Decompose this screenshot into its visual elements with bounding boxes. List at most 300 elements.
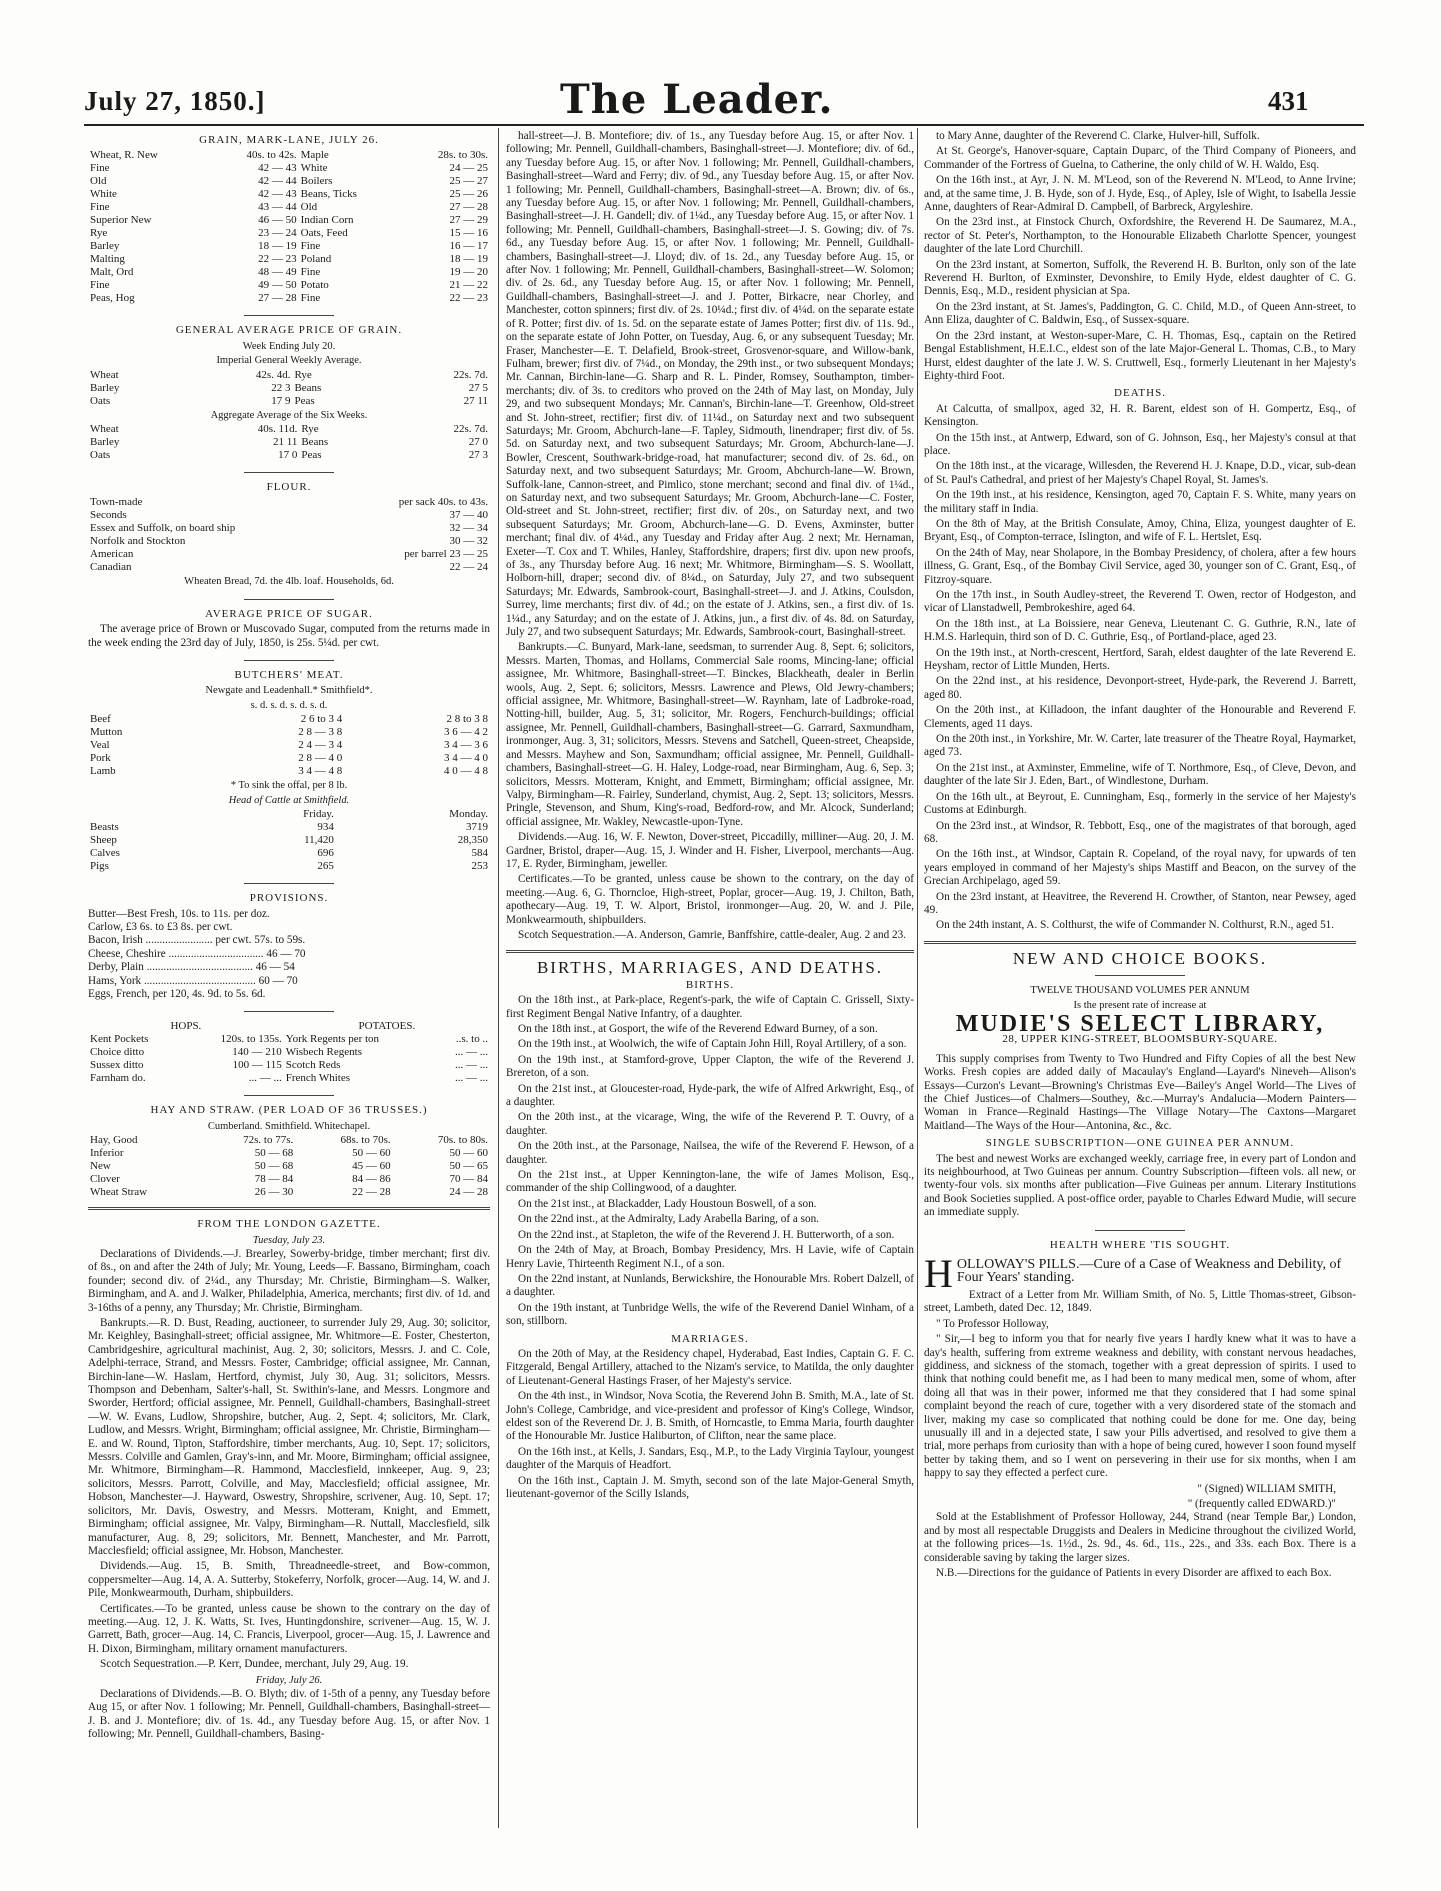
table-cell: 37 — 40 [449, 509, 488, 522]
death-notice: On the 20th inst., in Yorkshire, Mr. W. Carter, late treasurer of the Theatre Royal, Haymarket, aged 73. [924, 733, 1356, 759]
table-cell: 42 — 43 [258, 162, 297, 175]
gazette-paragraph: hall-street—J. B. Montefiore; div. of 1s., any Tuesday before Aug. 15, or after Nov. 1 following; Mr. Pennell, Guildhall-chambers, Basinghall-street—J. Montefiore; div. of 6d., any Tuesday before Aug. 15, or after Nov. 1 following; Mr. Pennell, Guildhall-chambers, Basinghall-street—Ward and Ferry; div. of 9d., any Tuesday before Aug. 15, or after Nov. 1 following; Mr. Pennell, Guildhall-chambers, Basinghall-street—A. Brown; div. of 6s., any Tuesday before Aug. 15, or after Nov. 1 following; Mr. Pennell, Guildhall-chambers, Basinghall-street—J. H. Gandell; div. of 1¼d., any Tuesday before Aug. 15, or after Nov. 1 following; Mr. Pennell, Guildhall-chambers, Basinghall-street—J. S. Gowing; div. of 7s. 6d., any Tuesday before Aug. 15, or after Nov. 1 following; Mr. Pennell, Guildhall-chambers, Basinghall-street—J. Lloyd; div. of 1s. 2d., any Tuesday before Aug. 15, or after Nov. 1 following; Mr. Pennell, Guildhall-chambers, Basinghall-street—W. Solomon; div. of 2s. 6d., any Tuesday before Aug. 15, or after Nov. 1 following; Mr. Pennell, Guildhall-chambers, Basinghall-street—J. and J. Potter, Birkacre, near Chorley, and Manchester, cotton spinners; first div. of 2s. 10¼d.; first div. of 4¼d. on the separate estate of R. Potter; first div. of 1s. 5d. on the separate estate of James Potter; first div. of 11s. 9d., on the separate estate of John Potter, on Tuesday, Aug. 6, or any subsequent Tuesday; Mr. Fraser, Manchester—E. T. Delafield, Brook-street, Grosvenor-square, and Willow-bank, Fulham, brewer; first div. of 7¼d., on Monday, the 29th inst., or two subsequent Mondays; Mr. Cannan, Birchin-lane—G. Sharp and R. L. Pinder, Romsey, Southampton, timber-merchants; div. of 3s. to creditors who proved on the 24th of May last, on Monday, July 29, and two subsequent Mondays; Mr. Cannan's, Birchin-lane—T. Greenhow, Old-street and St. John-street, rectifier; first div. of 11¼d., on Saturday next and two subsequent Saturdays; Mr. Groom, Abchurch-lane—F. Tapley, Sidmouth, linendraper; first div. of 5s. 5d. on Saturday next, and two subsequent Saturdays; Mr. Groom, Abchurch-lane—J. Bowler, Crescent, Southwark-bridge-road, hat manufacturer; second div. of 2s. 6d., on Saturday next, and two subsequent Saturdays; Mr. Groom, Abchurch-lane—W. Brown, Suffolk-lane, Cannon-street, and Pimlico, stone merchant; second and final div. of 1¼d., on Saturday next, and two subsequent Saturdays; Mr. Groom, Abchurch-lane—C. Foster, Old-street and St. John-street, rectifier; first div. of 20s., on Saturday next, and two subsequent Saturdays; Mr. Groom, Abchurch-lane—G. D. Evens, Axminster, butter merchant; final div. of 4¼d., any Tuesday and Friday after Aug. 2 next; Mr. Hernaman, Exeter—T. Cox and T. Whiles, Hanley, Staffordshire, drapers; first div. upon new proofs, of 3s., any Thursday before Aug. 16 next; Mr. Whitmore, Birmingham—S. S. Woollatt, Holborn-hill, draper; second div. of 8¼d., on Saturday, July 27, and two subsequent Saturdays; Mr. Edwards, Sambrook-court, Basinghall-street—J. and J. Atkins, Coulsdon, Surrey, lime merchants; first div. of 4d.; on the estate of J. Atkins, sen., a first div. of 1s. 1¼d., any Saturday; and on the estate of J. Atkins, jun., a first div. of 4s. 8d. on Saturday, July 27, and two subsequent Saturdays; Mr. Edwards, Sambrook-court, Basinghall-street. [506, 130, 914, 639]
table-cell: French Whites [285, 1072, 351, 1085]
table-cell: 24 — 28 [449, 1186, 488, 1199]
section-rule [88, 1207, 490, 1210]
provision-line: Hams, York ........................................ 60 — 70 [88, 974, 298, 987]
table-row [88, 382, 490, 395]
table-cell: Seconds [90, 509, 127, 522]
sugar-title: AVERAGE PRICE OF SUGAR. [205, 607, 373, 620]
masthead-title: The Leader. [560, 76, 834, 123]
table-row [88, 253, 490, 266]
deaths-title: DEATHS. [1114, 387, 1166, 400]
table-cell: Rye [301, 423, 319, 436]
marriage-notice: On the 23rd instant, at St. James's, Paddington, G. C. Child, M.D., of Queen Ann-street, to Ann Eliza, daughter of C. Baldwin, Esq., of Sussex-square. [924, 300, 1356, 327]
page-number: 431 [1268, 86, 1309, 116]
table-cell: Barley [90, 381, 120, 394]
section-rule [244, 1095, 334, 1096]
books-title: NEW AND CHOICE BOOKS. [1012, 948, 1268, 968]
table-cell: 84 — 86 [352, 1173, 391, 1186]
general-average-title: GENERAL AVERAGE PRICE OF GRAIN. [175, 324, 403, 337]
column-divider [917, 128, 918, 1828]
table-cell: 18 — 19 [258, 240, 297, 253]
table-cell: Barley [90, 240, 120, 253]
table-row [88, 834, 490, 847]
section-rule [244, 599, 334, 600]
mudie-subscription-text: The best and newest Works are exchanged weekly, carriage free, in every part of London and its neighbourhood, at Two Guineas per annum. Country Subscription—fifteen vols. all new, or twenty-four vols. six months after publication—Five Guineas per annum. Literary Institutions and Book Societies supplied. A post-office order, payable to Charles Edward Mudie, will secure an immediate supply. [924, 1152, 1356, 1219]
table-cell: 140 — 210 [232, 1046, 282, 1059]
table-cell: 23 — 24 [258, 227, 297, 240]
table-row [88, 1134, 490, 1147]
table-cell: 17 0 [278, 449, 298, 462]
table-row [88, 1186, 490, 1199]
table-row [88, 162, 490, 175]
table-cell: 19 — 20 [449, 266, 488, 279]
table-cell: 27 11 [463, 394, 488, 407]
table-row [88, 1046, 490, 1059]
holloway-signature: " (Signed) WILLIAM SMITH, [1197, 1482, 1336, 1495]
table-cell: 42 — 44 [258, 175, 297, 188]
marriage-notice: On the 4th inst., in Windsor, Nova Scotia, the Reverend John B. Smith, M.A., late of St. John's College, Cambridge, and vice-president and professor of King's College, Windsor, eldest son of the Reverend Dr. J. B. Smith, of Horncastle, to Emma Maria, fourth daughter of the Honourable Mr. Justice Haliburton, of Clifton, near the same place. [506, 1390, 914, 1443]
table-row [88, 1020, 490, 1033]
table-cell: ... — ... [455, 1072, 488, 1085]
table-cell: Town-made [90, 496, 143, 509]
health-title: HEALTH WHERE 'TIS SOUGHT. [1049, 1238, 1231, 1251]
gazette-paragraph: Declarations of Dividends.—J. Brearley, Sowerby-bridge, timber merchant; first div. of 8s., on and after the 24th of July; Mr. Young, Leeds—F. Bassano, Birmingham, coach founder; second div. of 2¼d., any Thursday; Mr. Christie, Birmingham—S. Walker, Birmingham, and A. and J. Walker, Philadelphia, America, merchants; first div. of 1d. and 3-16ths of a penny, any Thursday; Mr. Christie, Birmingham. [88, 1247, 490, 1314]
table-cell: 120s. to 135s. [220, 1033, 282, 1046]
gazette-paragraph: Scotch Sequestration.—A. Anderson, Gamrie, Banffshire, cattle-dealer, Aug. 2 and 23. [518, 928, 907, 941]
death-notice: On the 24th of May, near Sholapore, in the Bombay Presidency, of cholera, after a few hours illness, G. Grant, Esq., of the Bombay Civil Service, aged 30, younger son of C. Grant, Esq., of Fitzroy-square. [924, 546, 1356, 586]
table-cell: 27 — 28 [449, 201, 488, 214]
table-cell: York Regents per ton [285, 1033, 380, 1046]
gazette-paragraph: Bankrupts.—R. D. Bust, Reading, auctioneer, to surrender July 29, Aug. 30; solicitor, Mr. Keighley, Basinghall-street; official assignee, Mr. Whitmore—E. Foster, Chesterton, Cambridgeshire, agricultural machinist, Aug. 2, 30; solicitors, Messrs. J. and C. Cole, Adelphi-terrace, Strand, and Messrs. Foster, Cambridge; official assignee, Mr. Cannan, Birchin-lane—W. Haslam, Hertford, chymist, July 30, Aug. 31; solicitors, Messrs. Thompson and Debenham, Salter's-hall, St. Swithin's-lane, and Messrs. Longmore and Sworder, Hertford; official assignee, Mr. Pennell, Guildhall-chambers, Basinghall-street—W. W. Evans, Ludlow, Shropshire, butcher, Aug. 2, Sept. 4; solicitors, Mr. Clark, Ludlow, and Messrs. Wright, Birmingham; official assignee, Mr. Christie, Birmingham—E. and W. Round, Tipton, Staffordshire, timber merchants, Aug. 10, Sept. 17; solicitors, Messrs. Colville and Gamlen, Gray's-inn, and Mr. Moore, Birmingham; official assignee, Mr. Whitmore, Birmingham—R. Hammond, Macclesfield, innkeeper, Aug. 9, 23; solicitors, Messrs. Parrott, Colville, and May, Macclesfield; official assignee, Mr. Hobson, Manchester—J. Hayward, Oswestry, Shropshire, scrivener, Aug. 10, Sept. 17; solicitors, Mr. Davis, Oswestry, and Messrs. Motteram, Knight, and Emmett, Birmingham; official assignee, Mr. Valpy, Birmingham—R. Nuttall, Macclesfield, silk manufacturer, Aug. 8, 29; solicitors, Mr. Bennett, Manchester, and Mr. Parrott, Macclesfield; official assignee, Mr. Hobson, Manchester. [88, 1317, 490, 1557]
mudie-text: This supply comprises from Twenty to Two Hundred and Fifty Copies of all the best New Works. Fresh copies are added daily of Macaulay's England—Layard's Nineveh—Alison's Essays—Curzon's Levant—Browning's Christmas Eve—Bailey's Angel World—The Lives of the Chief Justices—of Chalmers—Southey, &c.—Murray's Andalucia—Modern Painters—Woman in France—Reginald Hastings—The Village Notary—The Caxtons—Margaret Maitland—The Ways of the Hour—Antonina, &c., &c. [924, 1052, 1356, 1132]
section-rule [244, 315, 334, 316]
table-cell: Mutton [90, 726, 123, 739]
marriage-notice: On the 20th of May, at the Residency chapel, Hyderabad, East Indies, Captain G. F. C. Fitzgerald, Bengal Artillery, attached to the Nizam's service, to Matilda, the only daughter of Lieutenant-General Hastings Fraser, of her Majesty's service. [506, 1347, 914, 1387]
table-cell: 3 6 — 4 2 [444, 726, 488, 739]
table-row [88, 509, 490, 522]
marriage-notice: On the 16th inst., at Ayr, J. N. M. M'Leod, son of the Reverend N. M'Leod, to Anne Irvine; and, at the same time, J. B. Hyde, son of J. Hyde, Esq., of Apley, Isle of Wight, to Isabella Jessie Anne, daughters of Rear-Admiral D. Campbell, of Barbreck, Argyleshire. [924, 174, 1356, 214]
table-cell: Lamb [90, 765, 116, 778]
table-cell: American [90, 548, 134, 561]
table-row [88, 1072, 490, 1085]
aggregate-average: Aggregate Average of the Six Weeks. [210, 409, 368, 421]
column-divider [498, 128, 499, 1828]
table-row [88, 1147, 490, 1160]
table-cell: 49 — 50 [258, 279, 297, 292]
mudie-pre2: Is the present rate of increase at [1073, 999, 1207, 1011]
week-ending: Week Ending July 20. [242, 340, 336, 352]
table-cell: Old [90, 175, 107, 188]
table-row [88, 449, 490, 462]
potatoes-title: POTATOES. [358, 1020, 416, 1033]
table-cell: Poland [300, 253, 332, 266]
table-row [88, 395, 490, 408]
table-cell: 78 — 84 [254, 1173, 294, 1186]
death-notice: On the 8th of May, at the British Consulate, Amoy, China, Eliza, youngest daughter of E. Bryant, Esq., of Compton-terrace, Islington, and wife of F. L. Hertslet, Esq. [924, 517, 1356, 544]
gazette-date-friday: Friday, July 26. [255, 1674, 323, 1686]
table-cell: 45 — 60 [352, 1160, 391, 1173]
table-cell: 22s. 7d. [453, 368, 488, 381]
table-cell: 2 8 to 3 8 [446, 713, 488, 726]
table-row [88, 201, 490, 214]
table-cell: 27 0 [468, 436, 488, 449]
death-notice: On the 21st inst., at Axminster, Emmeline, wife of T. Northmore, Esq., of Cleve, Devon, and daughter of the late Sir J. Eden, Bart., of Windlestone, Durham. [924, 761, 1356, 788]
table-cell: 26 — 30 [254, 1186, 294, 1199]
death-notice: On the 17th inst., in South Audley-street, the Reverend T. Owen, rector of Hodgeston, and vicar of Llanstadwell, Pembrokeshire, aged 64. [924, 589, 1356, 615]
death-notice: On the 16th inst., at Windsor, Captain R. Copeland, of the royal navy, for upwards of ten years employed in command of her Majesty's ships Mastiff and Beacon, on the survey of the Grecian Archipelago, aged 59. [924, 848, 1356, 888]
table-cell: Beans, Ticks [300, 188, 357, 201]
table-cell: 30 — 32 [449, 535, 488, 548]
table-cell: 18 — 19 [449, 253, 488, 266]
hay-markets: Cumberland. Smithfield. Whitechapel. [207, 1120, 371, 1132]
gazette-paragraph: Dividends.—Aug. 15, B. Smith, Threadneedle-street, and Bow-common, coppersmelter—Aug. 14, A. A. Sutterby, Stokeferry, Norfolk, grocer—Aug. 14, W. and J. Pile, Monkwearmouth, Durham, shipbuilders. [88, 1560, 490, 1600]
table-cell: 27 — 28 [258, 292, 297, 305]
death-notice: At Calcutta, of smallpox, aged 32, H. R. Barent, eldest son of H. Gompertz, Esq., of Kensington. [924, 402, 1356, 429]
table-cell: 253 [471, 860, 488, 873]
table-cell: 28,350 [457, 834, 488, 847]
table-cell: 50 — 60 [449, 1147, 488, 1160]
table-row [88, 240, 490, 253]
table-cell: Fine [90, 201, 110, 214]
marriage-notice: At St. George's, Hanover-square, Captain Duparc, of the Third Company of Pioneers, and Commander of the Fortress of Guelna, to Catherine, the only child of W. H. Waldo, Esq. [924, 145, 1356, 171]
section-rule [506, 950, 914, 953]
table-cell: Oats [90, 449, 111, 462]
gazette-paragraph: Dividends.—Aug. 16, W. F. Newton, Dover-street, Piccadilly, milliner—Aug. 20, J. M. Gardner, Bristol, draper—Aug. 15, J. Winder and H. Fisher, Liverpool, merchants—Aug. 17, E. Ryder, Birmingham, jeweller. [506, 831, 914, 870]
holloway-heading [924, 1251, 1356, 1297]
table-row [88, 149, 490, 162]
section-rule [924, 941, 1356, 944]
marriage-notice: On the 16th inst., at Kells, J. Sandars, Esq., M.P., to the Lady Virginia Taylour, youngest daughter of the Marquis of Headfort. [506, 1445, 914, 1472]
table-row [88, 808, 490, 821]
table-cell: 32 — 34 [449, 522, 488, 535]
table-row [88, 266, 490, 279]
table-cell: 46 — 50 [258, 214, 297, 227]
table-cell: 28s. to 30s. [437, 149, 488, 162]
gazette-title: FROM THE LONDON GAZETTE. [197, 1218, 381, 1231]
birth-notice: On the 20th inst., at the Parsonage, Nailsea, the wife of the Reverend F. Hewson, of a daughter. [506, 1140, 914, 1166]
table-cell: Hay, Good [90, 1134, 138, 1147]
table-cell: 50 — 68 [254, 1147, 294, 1160]
table-cell: Wheat Straw [90, 1186, 148, 1199]
table-cell: 21 11 [272, 436, 298, 449]
bmd-title: BIRTHS, MARRIAGES, AND DEATHS. [536, 958, 884, 978]
mudie-address: 28, UPPER KING-STREET, BLOOMSBURY-SQUARE. [1002, 1033, 1278, 1046]
table-cell: Indian Corn [300, 214, 354, 227]
death-notice: On the 23rd inst., at Windsor, R. Tebbott, Esq., one of the magistrates of that borough, aged 68. [924, 819, 1356, 845]
cattle-title: Head of Cattle at Smithfield. [228, 794, 350, 806]
death-notice: On the 18th inst., at La Boissiere, near Geneva, Lieutenant C. G. Guthrie, R.N., late of H.M.S. Harlequin, third son of D. C. Guthrie, Esq., of Portland-place, aged 23. [924, 617, 1356, 644]
table-cell: 50 — 68 [254, 1160, 294, 1173]
table-row [88, 175, 490, 188]
death-notice: On the 15th inst., at Antwerp, Edward, son of G. Johnson, Esq., her Majesty's consul at that place. [924, 431, 1356, 457]
birth-notice: On the 22nd inst., at the Admiralty, Lady Arabella Baring, of a son. [518, 1213, 819, 1226]
table-row [88, 561, 490, 574]
gazette-paragraph: Bankrupts.—C. Bunyard, Mark-lane, seedsman, to surrender Aug. 8, Sept. 6; solicitors, Messrs. Marten, Thomas, and Hollams, Commercial Sale rooms, Mincing-lane; official assignee, Mr. Whitmore, Basinghall-street—T. Binckes, Blackheath, dealer in Berlin wools, Aug. 2, Sept. 6; solicitors, Messrs. Lawrence and Plews, Old Jewry-chambers; official assignee, Mr. Whitmore, Basinghall-street—W. Raynham, late of Ladbroke-road, Notting-hill, builder, Aug. 5, 31; solicitor, Mr. Rogers, Fenchurch-buildings; official assignee, Mr. Pennell, Guildhall-chambers, Basinghall-street—G. Garrard, Saxmundham, ironmonger, Aug. 3, 31; solicitors, Messrs. Stevens and Satchell, Queen-street, Cheapside, and Messrs. Mayhew and Son, Saxmundham; official assignee, Mr. Pennell, Guildhall-chambers, Basinghall-street—G. H. Haley, Lodge-road, near Birmingham, Aug. 6, Sep. 3; solicitors, Messrs. Motteram, Knight, and Emmett, Birmingham; official assignee, Mr. Valpy, Birmingham—R. Fairley, Sunderland, chymist, Aug. 2, Sept. 13; solicitors, Messrs. Pringle, Stevenson, and Shum, King's-road, Bedford-row, and Mr. Alcock, Sunderland; official assignee, Mr. Wakley, Newcastle-upon-Tyne. [506, 641, 914, 828]
table-cell: 2 8 — 4 0 [298, 752, 343, 765]
birth-notice: On the 21st inst., at Upper Kennington-lane, the wife of James Molison, Esq., commander of the ship Collingwood, of a daughter. [506, 1169, 914, 1195]
provisions-title: PROVISIONS. [249, 892, 329, 905]
table-cell: 3 4 — 4 8 [298, 765, 343, 778]
table-cell: 2 4 — 3 4 [298, 739, 343, 752]
table-cell: Inferior [90, 1147, 124, 1160]
section-rule [1095, 1230, 1185, 1231]
mudie-pre: TWELVE THOUSAND VOLUMES PER ANNUM [1030, 985, 1250, 997]
offal-note: * To sink the offal, per 8 lb. [230, 780, 348, 792]
birth-notice: On the 21st inst., at Gloucester-road, Hyde-park, the wife of Alfred Arkwright, Esq., of a daughter. [506, 1082, 914, 1109]
table-header: Friday. [303, 808, 334, 821]
table-cell: Rye [294, 368, 312, 381]
table-cell: Kent Pockets [90, 1033, 149, 1046]
holloway-letter: " Sir,—I beg to inform you that for nearly five years I hardly knew what it was to have a day's health, suffering from extreme weakness and debility, with constant nervous headaches, giddiness, and sickness of the stomach, together with a great depression of spirits. I used to think that nothing could benefit me, as I had been to many medical men, some of whom, after doing all that was in their power, informed me that they considered that I had some spinal complaint beyond the reach of cure, together with a very disordered state of the stomach and liver, making my case so complicated that nothing could be done for me. One day, being unusually ill and in a dejected state, I saw your Pills advertised, and resolved to give them a trial, more perhaps from curiosity than with a hope of being cured, however I soon found myself better by taking them, and so I went on persevering in their use for six months, when I am happy to say they effected a perfect cure. [924, 1333, 1356, 1480]
table-cell: 2 8 — 3 8 [298, 726, 343, 739]
table-cell: 40s. to 42s. [246, 149, 297, 162]
birth-notice: On the 19th inst., at Stamford-grove, Upper Clapton, the wife of the Reverend J. Brereton, of a son. [506, 1053, 914, 1080]
holloway-heading-text: OLLOWAY'S PILLS.—Cure of a Case of Weakness and Debility, of Four Years' standing. [956, 1257, 1342, 1286]
cattle-table [88, 808, 490, 873]
table-row [88, 496, 490, 509]
table-cell: 15 — 16 [449, 227, 488, 240]
table-cell: 3719 [466, 821, 488, 834]
table-cell: Beef [90, 713, 111, 726]
holloway-to: " To Professor Holloway, [936, 1317, 1049, 1330]
table-cell: 100 — 115 [232, 1059, 282, 1072]
hay-title: HAY AND STRAW. (PER LOAD OF 36 TRUSSES.) [150, 1104, 428, 1117]
table-cell: Old [300, 201, 318, 214]
table-cell: New [90, 1160, 111, 1173]
table-cell: Fine [300, 266, 321, 279]
sugar-text: The average price of Brown or Muscovado Sugar, computed from the returns made in the week ending the 23rd day of July, 1850, is 25s. 5¼d. per cwt. [88, 623, 490, 649]
marriages-list [506, 1348, 914, 1501]
table-row [88, 188, 490, 201]
birth-notice: On the 20th inst., at the vicarage, Wing, the wife of the Reverend P. T. Ouvry, of a daughter. [506, 1111, 914, 1137]
table-cell: 2 6 to 3 4 [300, 713, 343, 726]
table-cell: 25 — 26 [449, 188, 488, 201]
marriages-title: MARRIAGES. [671, 1332, 749, 1345]
marriage-notice: On the 23rd instant, at Somerton, Suffolk, the Reverend H. B. Burlton, only son of the late Reverend H. Burlton, of Exminster, Devonshire, to Emily Hyde, eldest daughter of C. G. Dennis, Esq., M.D., resident physician at Spa. [924, 258, 1356, 298]
table-cell: Peas [301, 449, 322, 462]
table-row [88, 1160, 490, 1173]
table-cell: Sussex ditto [90, 1059, 144, 1072]
mudie-subscription-title: SINGLE SUBSCRIPTION—ONE GUINEA PER ANNUM. [985, 1137, 1295, 1150]
table-row [88, 227, 490, 240]
table-cell: 48 — 49 [258, 266, 297, 279]
table-cell: ... — ... [248, 1072, 282, 1085]
table-cell: 27 — 29 [449, 214, 488, 227]
table-cell: White [300, 162, 328, 175]
provision-line: Derby, Plain ...................................... 46 — 54 [88, 961, 295, 974]
table-row [88, 522, 490, 535]
table-cell: Oats [90, 394, 111, 407]
imperial-average: Imperial General Weekly Average. [216, 355, 362, 367]
table-row [88, 765, 490, 778]
table-row [88, 214, 490, 227]
table-row [88, 713, 490, 726]
meat-title: BUTCHERS' MEAT. [234, 669, 344, 682]
table-cell: Pigs [90, 860, 109, 873]
mudie-title: MUDIE'S SELECT LIBRARY, [955, 1010, 1325, 1037]
table-cell: 21 — 22 [449, 279, 488, 292]
births-list [506, 994, 914, 1328]
provisions-list [88, 908, 490, 1002]
table-cell: Sheep [90, 834, 117, 847]
gazette-paragraph: Declarations of Dividends.—B. O. Blyth; div. of 1-5th of a penny, any Tuesday before Aug 15, or after Nov. 1 following; Mr. Pennell, Guildhall-chambers, Basinghall-street—J. B. and J. Montefiore; div. of 1s. 4d., any Tuesday before Aug. 15, or after Nov. 1 following; Mr. Pennell, Guildhall-chambers, Basing- [88, 1687, 490, 1741]
birth-notice: On the 24th of May, at Broach, Bombay Presidency, Mrs. H Lavie, wife of Captain Henry Lavie, Thirteenth Regiment N.I., of a son. [506, 1244, 914, 1270]
gazette-continued [506, 130, 914, 942]
table-cell: 3 4 — 4 0 [444, 752, 488, 765]
birth-notice: On the 18th inst., at Gosport, the wife of the Reverend Edward Burney, of a son. [518, 1023, 878, 1035]
table-cell: 934 [317, 821, 334, 834]
meat-markets: Newgate and Leadenhall.* Smithfield*. [205, 685, 373, 697]
death-notice: On the 19th inst., at his residence, Kensington, aged 70, Captain F. S. White, many years on the military staff in India. [924, 489, 1356, 515]
table-cell: 42s. 4d. [255, 368, 291, 381]
table-cell: 68s. to 70s. [340, 1134, 391, 1147]
table-cell: Farnham do. [90, 1072, 146, 1085]
table-cell: Malt, Ord [90, 266, 134, 279]
meat-table [88, 713, 490, 778]
table-cell: 17 9 [271, 394, 291, 407]
table-cell: Barley [90, 436, 120, 449]
section-rule [244, 472, 334, 473]
provision-line: Bacon, Irish ........................ per cwt. 57s. to 59s. [88, 934, 306, 947]
section-rule [1095, 975, 1185, 976]
gazette-friday-body [88, 1688, 490, 1742]
table-cell: 50 — 65 [449, 1160, 488, 1173]
table-cell: Beans [301, 436, 329, 449]
marriages-continued [924, 130, 1356, 383]
table-cell: ... — ... [455, 1046, 488, 1059]
table-cell: Rye [90, 227, 108, 240]
table-header: Monday. [449, 808, 488, 821]
table-cell: 22 — 23 [258, 253, 297, 266]
table-row [88, 369, 490, 382]
table-cell: Fine [300, 292, 321, 305]
table-cell: per sack 40s. to 43s. [398, 496, 488, 509]
table-row [88, 752, 490, 765]
table-cell: 265 [317, 860, 334, 873]
table-cell: Fine [90, 279, 110, 292]
table-cell: Canadian [90, 561, 132, 574]
table-row [88, 423, 490, 436]
issue-date: July 27, 1850.] [84, 86, 266, 116]
table-row [88, 860, 490, 873]
table-cell: Boilers [300, 175, 333, 188]
table-row [88, 1173, 490, 1186]
table-cell: 27 5 [468, 381, 488, 394]
table-cell: Maple [300, 149, 329, 162]
table-cell: 40s. 11d. [257, 423, 298, 436]
provision-line: Cheese, Cheshire .................................. 46 — 70 [88, 947, 306, 960]
death-notice: On the 18th inst., at the vicarage, Willesden, the Reverend H. J. Knape, D.D., vicar, sub-dean of St. Paul's Cathedral, and priest of her Majesty's Chapel Royal, St. James's. [924, 460, 1356, 486]
weekly-average-table [88, 369, 490, 408]
table-cell: Oats, Feed [300, 227, 348, 240]
gazette-paragraph: Certificates.—To be granted, unless cause be shown to the contrary on the day of meeting.—Aug. 12, J. K. Watts, St. Ives, Huntingdonshire, scrivener—Aug. 15, W. J. Garrett, Bath, grocer—Aug. 14, C. Francis, Liverpool, grocer—Aug. 15, J. Lawrence and H. Dixon, Birmingham, military ornament manufacturers. [88, 1602, 490, 1655]
table-cell: 42 — 43 [258, 188, 297, 201]
table-cell: Veal [90, 739, 110, 752]
provision-line: Eggs, French, per 120, 4s. 9d. to 5s. 6d. [88, 987, 266, 1000]
hay-table [88, 1134, 490, 1199]
table-row [88, 726, 490, 739]
holloway-extract: Extract of a Letter from Mr. William Smith, of No. 5, Little Thomas-street, Gibson-street, Lambeth, dated Dec. 12, 1849. [924, 1288, 1356, 1315]
aggregate-average-table [88, 423, 490, 462]
gazette-paragraph: Certificates.—To be granted, unless cause be shown to the contrary, on the day of meeting.—Aug. 6, G. Thorncloe, High-street, Poplar, grocer—Aug. 19, J. Chilton, Bath, apothecary—Aug. 19, T. W. Alport, Bristol, ironmonger—Aug. 20, W. and J. Pile, Monkwearmouth, shipbuilders. [506, 873, 914, 926]
table-cell: Scotch Reds [285, 1059, 341, 1072]
table-cell: Malting [90, 253, 125, 266]
table-cell: Choice ditto [90, 1046, 145, 1059]
table-cell: 22 — 28 [352, 1186, 391, 1199]
flour-title: FLOUR. [266, 481, 312, 494]
holloway-nb: N.B.—Directions for the guidance of Patients in every Disorder are affixed to each Box. [936, 1567, 1332, 1579]
provision-line: Carlow, £3 6s. to £3 8s. per cwt. [88, 920, 233, 933]
provision-line: Butter—Best Fresh, 10s. to 11s. per doz. [88, 907, 270, 920]
table-cell: 22 3 [271, 381, 291, 394]
table-cell: Wheat, R. New [90, 149, 158, 162]
birth-notice: On the 22nd inst., at Stapleton, the wife of the Reverend J. H. Butterworth, of a son. [518, 1228, 895, 1241]
table-cell: 11,420 [304, 834, 334, 847]
grain-table [88, 149, 490, 305]
death-notice: On the 23rd instant, at Heavitree, the Reverend H. Crowther, of Stanton, near Pewsey, aged 49. [924, 890, 1356, 916]
holloway-dropcap: H [924, 1251, 953, 1297]
table-cell: 50 — 60 [352, 1147, 391, 1160]
table-cell: 25 — 27 [449, 175, 488, 188]
marriage-notice: On the 16th inst., Captain J. M. Smyth, second son of the late Major-General Smyth, lieutenant-governor of the Scilly Islands, [506, 1474, 914, 1500]
table-cell: 27 3 [468, 449, 488, 462]
marriage-notice: On the 23rd instant, at Weston-super-Mare, C. H. Thomas, Esq., captain on the Retired Bengal Establishment, H.E.I.C., eldest son of the late Major-General L. Thomas, C.B., to Mary Hurst, eldest daughter of the late J. W. S. Cruttwell, Esq., formerly Lieutenant in her Majesty's Eighty-third Foot. [924, 329, 1356, 382]
birth-notice: On the 19th instant, at Tunbridge Wells, the wife of the Reverend Daniel Winham, of a son, stillborn. [506, 1301, 914, 1328]
bread-note: Wheaten Bread, 7d. the 4lb. loaf. Households, 6d. [184, 576, 394, 588]
table-cell: Calves [90, 847, 120, 860]
table-cell: 24 — 25 [449, 162, 488, 175]
table-row [88, 535, 490, 548]
death-notice: On the 22nd inst., at his residence, Devonport-street, Hyde-park, the Reverend J. Barrett, aged 80. [924, 675, 1356, 701]
table-cell: 4 0 — 4 8 [444, 765, 488, 778]
birth-notice: On the 19th inst., at Woolwich, the wife of Captain John Hill, Royal Artillery, of a son. [518, 1038, 907, 1051]
grain-title: GRAIN, MARK-LANE, JULY 26. [199, 134, 379, 146]
death-notice: On the 16th ult., at Beyrout, E. Cunningham, Esq., formerly in the service of her Majesty's Customs at Edinburgh. [924, 790, 1356, 817]
birth-notice: On the 21st inst., at Blackadder, Lady Houstoun Boswell, of a son. [518, 1197, 817, 1210]
table-cell: Norfolk and Stockton [90, 535, 186, 548]
holloway-sold: Sold at the Establishment of Professor Holloway, 244, Strand (near Temple Bar,) London, and by most all respectable Druggists and Dealers in Medicine throughout the civilized World, at the following prices—1s. 1½d., 2s. 9d., 4s. 6d., 11s., 22s., and 33s. each Box. There is a considerable saving by taking the larger sizes. [924, 1511, 1356, 1564]
table-cell: Wheat [90, 423, 119, 436]
table-cell: Potato [300, 279, 329, 292]
table-row [88, 821, 490, 834]
birth-notice: On the 18th inst., at Park-place, Regent's-park, the wife of Captain C. Grissell, Sixty-first Regiment Bengal Native Infantry, of a daughter. [506, 994, 914, 1020]
death-notice: On the 24th instant, A. S. Colthurst, the wife of Commander N. Colthurst, R.N., aged 51. [936, 919, 1335, 932]
table-row [88, 436, 490, 449]
table-cell: 696 [317, 847, 334, 860]
table-cell: ... — ... [455, 1059, 488, 1072]
table-cell: 72s. to 77s. [243, 1134, 294, 1147]
death-notice: On the 20th inst., at Killadoon, the infant daughter of the Honourable and Reverend F. Clements, aged 11 days. [924, 704, 1356, 730]
table-cell: ..s. to .. [455, 1033, 488, 1046]
table-cell: 16 — 17 [449, 240, 488, 253]
table-cell: Fine [90, 162, 110, 175]
marriage-notice: to Mary Anne, daughter of the Reverend C. Clarke, Hulver-hill, Suffolk. [936, 130, 1260, 142]
section-rule [244, 1011, 334, 1012]
table-cell: Beasts [90, 821, 119, 834]
table-cell: Peas, Hog [90, 292, 135, 305]
table-row [88, 847, 490, 860]
page-header [0, 0, 1441, 123]
section-rule [244, 660, 334, 661]
table-cell: 70s. to 80s. [437, 1134, 488, 1147]
table-row [88, 739, 490, 752]
flour-table [88, 496, 490, 574]
header-rule [84, 124, 1364, 126]
table-cell: 70 — 84 [449, 1173, 488, 1186]
table-cell: Wheat [90, 368, 119, 381]
